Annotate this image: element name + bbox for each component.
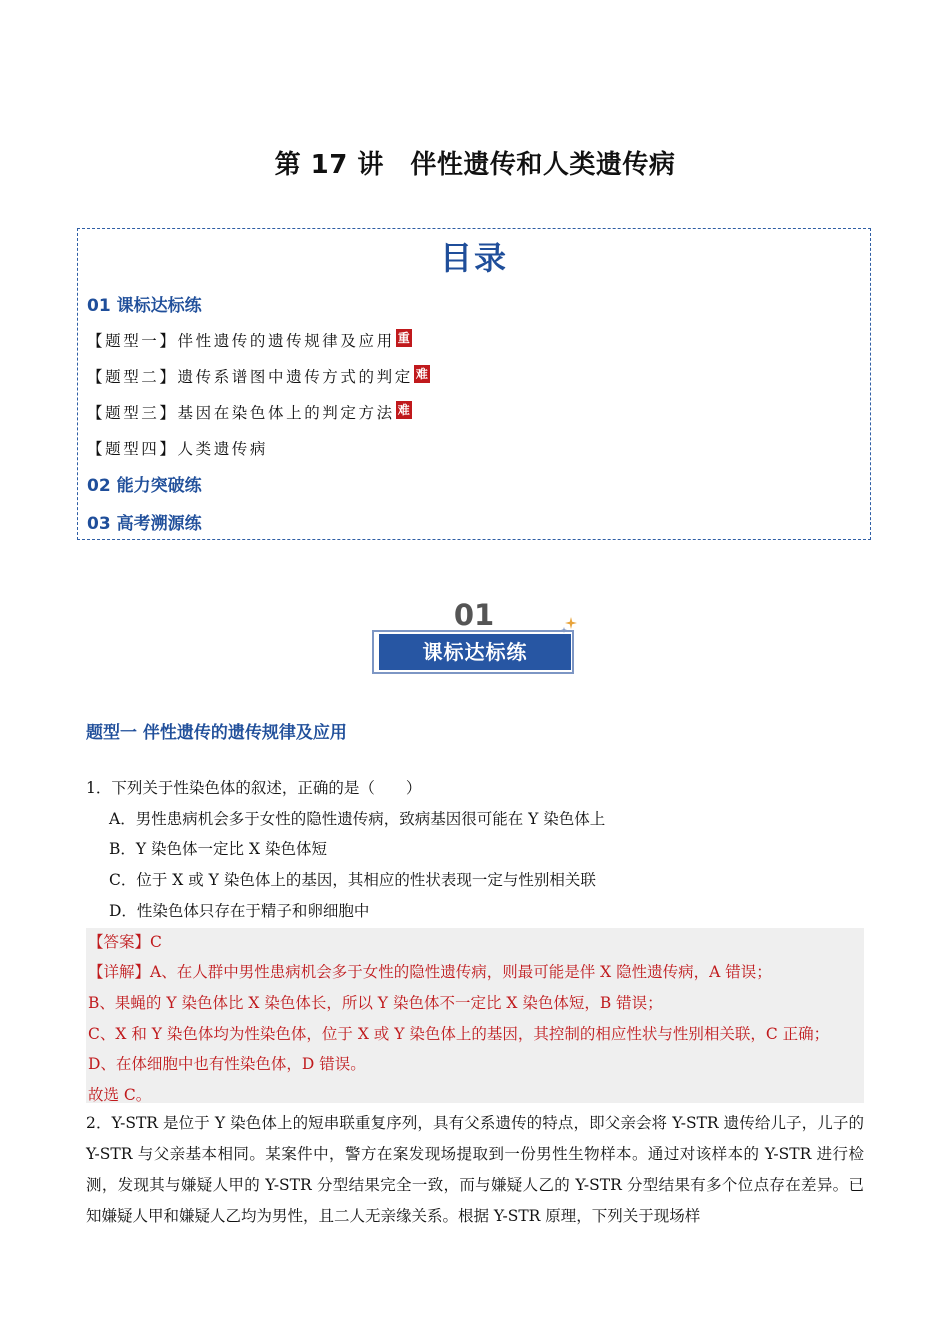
difficulty-tag: 难 (415, 367, 428, 381)
explanation-line: C、X 和 Y 染色体均为性染色体，位于 X 或 Y 染色体上的基因，其控制的相应性状与性别相关联，C 正确； (88, 1025, 830, 1043)
table-of-contents (77, 228, 871, 540)
toc-section-1[interactable]: 01 课标达标练 (87, 296, 202, 316)
badge-label: 课标达标练 (379, 634, 571, 670)
option-c: C．位于 X 或 Y 染色体上的基因，其相应的性状表现一定与性别相关联 (109, 871, 596, 889)
difficulty-tag: 难 (397, 403, 410, 417)
toc-section-2[interactable]: 02 能力突破练 (87, 476, 202, 496)
explanation-line: 【详解】A、在人群中男性患病机会多于女性的隐性遗传病，则最可能是伴 X 隐性遗传病，A 错误； (88, 963, 772, 981)
sparkle-icon (560, 616, 578, 634)
toc-item-4[interactable] (87, 437, 268, 459)
explanation-line: B、果蝇的 Y 染色体比 X 染色体长，所以 Y 染色体不一定比 X 染色体短，B 错误； (88, 994, 663, 1012)
toc-item-label: 【题型一】伴性遗传的遗传规律及应用 (87, 332, 395, 350)
explanation-line: D、在体细胞中也有性染色体，D 错误。 (88, 1055, 366, 1073)
toc-item-label: 【题型二】遗传系谱图中遗传方式的判定 (87, 368, 413, 386)
question-2-text: 2．Y-STR 是位于 Y 染色体上的短串联重复序列，具有父系遗传的特点，即父亲会将 Y-STR 遗传给儿子，儿子的 Y-STR 与父亲基本相同。某案件中，警方在案发现场提取到一份男性生物样本。通过对该样本的 Y-STR 进行检测，发现其与嫌疑人甲的 Y-STR 分型结果完全一致，而与嫌疑人乙的 Y-STR 分型结果有多个位点存在差异。已知嫌疑人甲和嫌疑人乙均为男性，且二人无亲缘关系。根据 Y-STR 原理，下列关于现场样 (86, 1114, 864, 1225)
option-d: D．性染色体只存在于精子和卵细胞中 (109, 902, 370, 920)
option-a: A．男性患病机会多于女性的隐性遗传病，致病基因很可能在 Y 染色体上 (109, 810, 606, 828)
toc-item-3[interactable] (87, 401, 412, 423)
difficulty-tag: 重 (397, 331, 410, 345)
explanation-line: 故选 C。 (88, 1086, 152, 1104)
answer-box (86, 928, 864, 1103)
badge-number: 01 (453, 598, 495, 632)
section-heading: 题型一 伴性遗传的遗传规律及应用 (86, 723, 347, 743)
toc-item-label: 【题型三】基因在染色体上的判定方法 (87, 404, 395, 422)
toc-item-2[interactable] (87, 365, 430, 387)
page-title: 第 17 讲 伴性遗传和人类遗传病 (274, 150, 676, 180)
question-1-stem: 1．下列关于性染色体的叙述，正确的是（ ） (86, 779, 422, 797)
toc-section-3[interactable]: 03 高考溯源练 (87, 514, 202, 534)
section-badge (370, 598, 582, 680)
answer-label: 【答案】C (88, 933, 162, 951)
toc-item-1[interactable] (87, 329, 412, 351)
option-b: B．Y 染色体一定比 X 染色体短 (109, 840, 327, 858)
toc-heading: 目录 (439, 239, 508, 277)
toc-item-label: 【题型四】人类遗传病 (87, 440, 269, 458)
